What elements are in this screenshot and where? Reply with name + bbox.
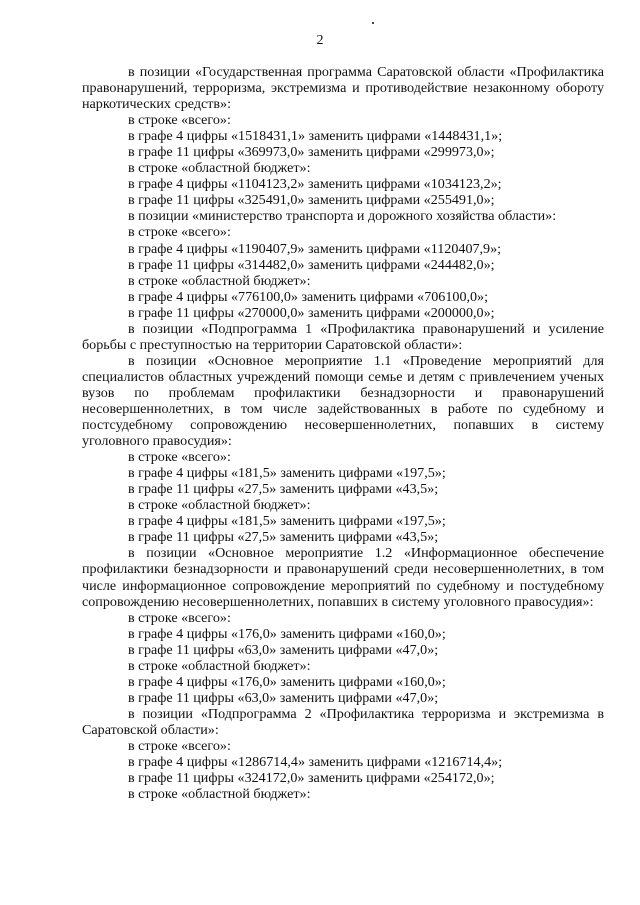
paragraph: в позиции «Подпрограмма 1 «Профилактика правонарушений и усиление борьбы с преступностью на территории Саратовской области»: — [82, 320, 604, 353]
paragraph: в графе 11 цифры «314482,0» заменить цифрами «244482,0»; — [128, 256, 495, 273]
paragraph: в графе 11 цифры «369973,0» заменить цифрами «299973,0»; — [128, 144, 495, 161]
paragraph: в позиции «Подпрограмма 2 «Профилактика терроризма и экстремизма в Саратовской области»: — [82, 705, 604, 738]
paragraph: в позиции «министерство транспорта и дорожного хозяйства области»: — [128, 208, 557, 225]
paragraph: в строке «всего»: — [128, 737, 231, 754]
paragraph: в графе 11 цифры «325491,0» заменить цифрами «255491,0»; — [128, 192, 495, 209]
paragraph: в графе 4 цифры «176,0» заменить цифрами «160,0»; — [128, 625, 446, 642]
paragraph: в графе 4 цифры «176,0» заменить цифрами «160,0»; — [128, 673, 446, 690]
paragraph: в позиции «Основное мероприятие 1.1 «Проведение мероприятий для специалистов областных учреждений помощи семье и детям с привлечением ученых вузов по проблемам профилактики безнадзорности и правонарушений несовершеннолетних, в том числе задействованных в работе по судебному и постсудебному сопровождению несовершеннолетних, попавших в систему уголовного правосудия»: — [82, 352, 604, 450]
paragraph: в строке «всего»: — [128, 609, 231, 626]
document-body — [82, 64, 604, 802]
paragraph: в графе 4 цифры «1190407,9» заменить цифрами «1120407,9»; — [128, 240, 502, 257]
paragraph: в графе 4 цифры «776100,0» заменить цифрами «706100,0»; — [128, 288, 489, 305]
paragraph: в строке «всего»: — [128, 112, 231, 129]
paragraph: в графе 11 цифры «63,0» заменить цифрами «47,0»; — [128, 689, 439, 706]
paragraph: в строке «областной бюджет»: — [128, 657, 311, 674]
paragraph: в графе 11 цифры «63,0» заменить цифрами «47,0»; — [128, 641, 439, 658]
paragraph: в позиции «Государственная программа Саратовской области «Профилактика правонарушений, терроризма, экстремизма и противодействие незаконному обороту наркотических средств»: — [82, 64, 604, 113]
paragraph: в строке «областной бюджет»: — [128, 160, 311, 177]
paragraph: в графе 4 цифры «1286714,4» заменить цифрами «1216714,4»; — [128, 754, 503, 771]
paragraph: в графе 4 цифры «1518431,1» заменить цифрами «1448431,1»; — [128, 128, 503, 145]
page-number: 2 — [316, 33, 324, 48]
paragraph: в графе 11 цифры «27,5» заменить цифрами «43,5»; — [128, 529, 439, 546]
paragraph: в строке «всего»: — [128, 449, 231, 466]
paragraph: в строке «всего»: — [128, 224, 231, 241]
paragraph: в позиции «Основное мероприятие 1.2 «Информационное обеспечение профилактики безнадзорности и правонарушений среди несовершеннолетних, в том числе информационное сопровождение мероприятий по судебному и постудебному сопровождению несовершеннолетних, попавших в систему уголовного правосудия»: — [82, 545, 604, 610]
paragraph: в графе 4 цифры «1104123,2» заменить цифрами «1034123,2»; — [128, 176, 502, 193]
paragraph: в строке «областной бюджет»: — [128, 497, 311, 514]
paragraph: в графе 11 цифры «324172,0» заменить цифрами «254172,0»; — [128, 770, 495, 787]
paragraph: в графе 4 цифры «181,5» заменить цифрами «197,5»; — [128, 513, 446, 530]
paragraph: в графе 11 цифры «270000,0» заменить цифрами «200000,0»; — [128, 304, 495, 321]
paragraph: в строке «областной бюджет»: — [128, 272, 311, 289]
paragraph: в графе 4 цифры «181,5» заменить цифрами «197,5»; — [128, 465, 446, 482]
scan-speck — [372, 22, 374, 24]
paragraph: в строке «областной бюджет»: — [128, 786, 311, 803]
paragraph: в графе 11 цифры «27,5» заменить цифрами «43,5»; — [128, 481, 439, 498]
